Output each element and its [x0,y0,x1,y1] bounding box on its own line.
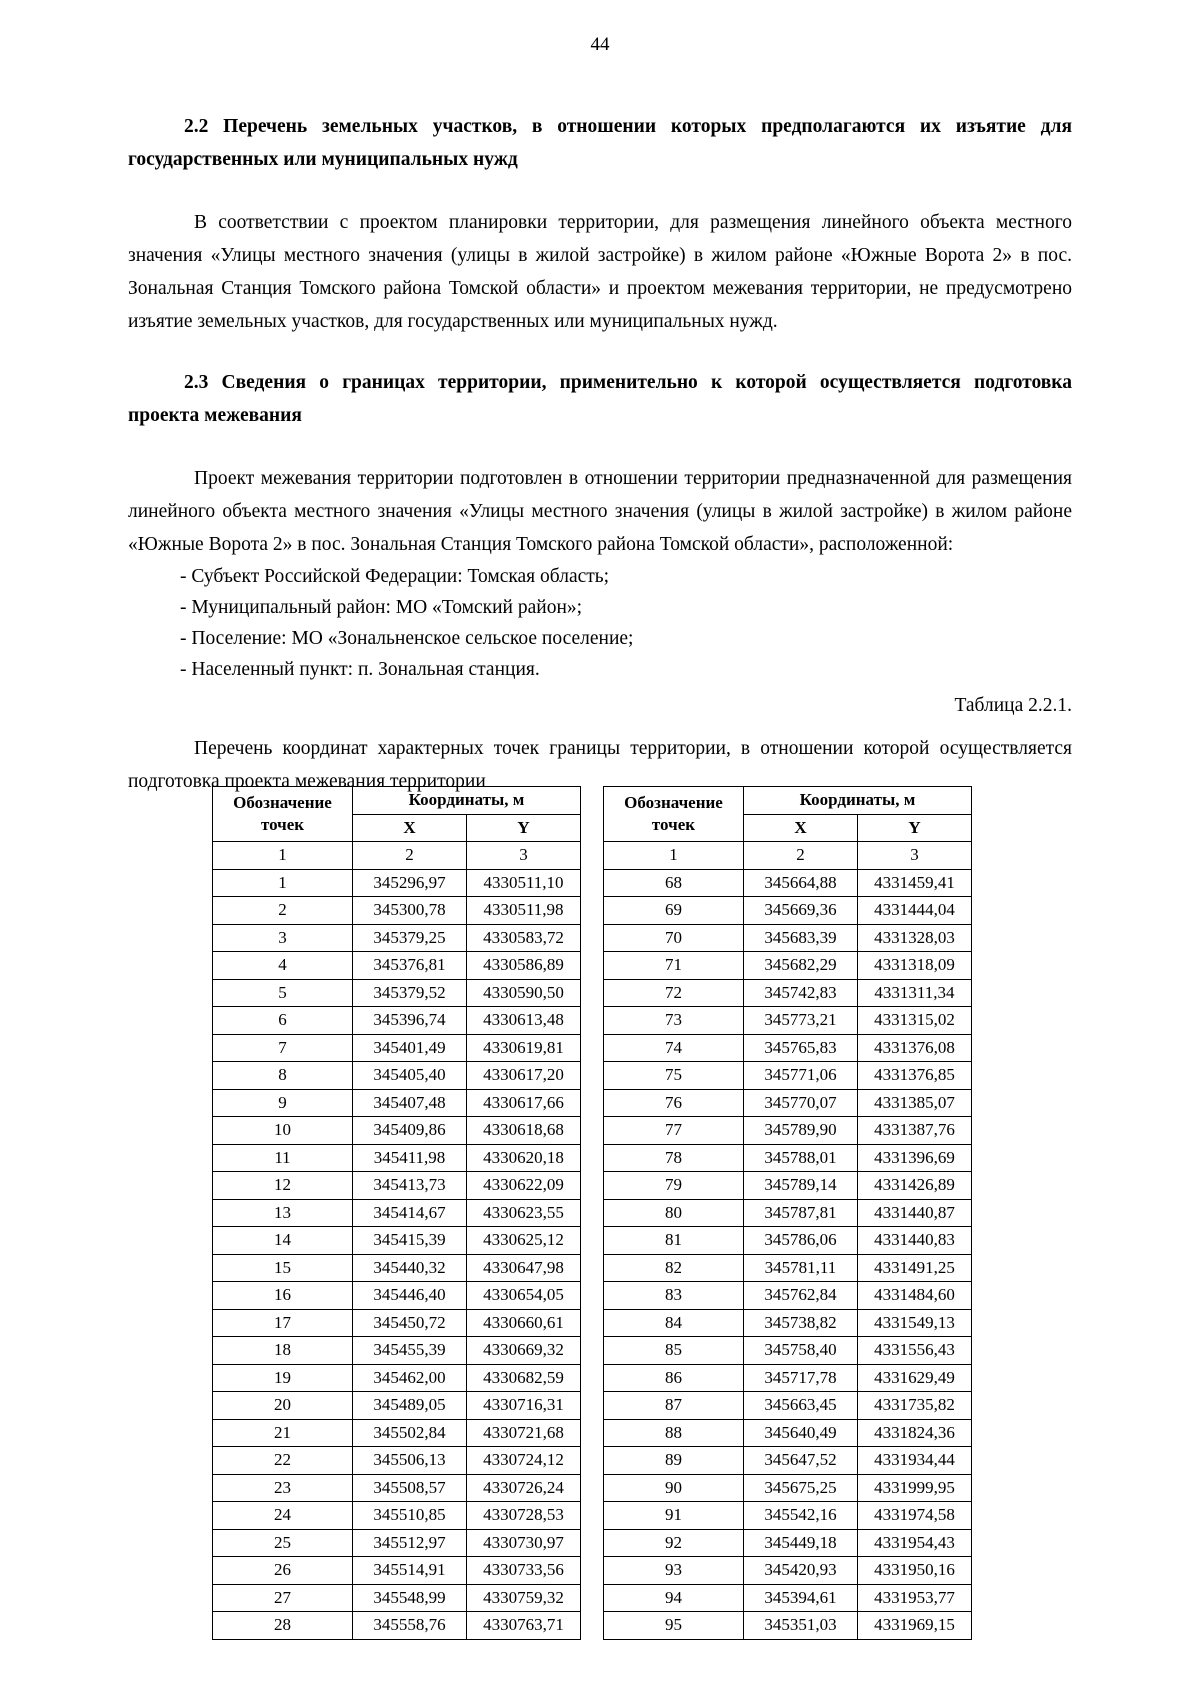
table-row [603,1447,971,1475]
cell-y: 4331396,69 [857,1144,971,1172]
cell-y: 4330721,68 [467,1419,581,1447]
cell-y: 4331315,02 [857,1007,971,1035]
cell-x: 345506,13 [353,1447,467,1475]
cell-x: 345413,73 [353,1172,467,1200]
table-row [213,1034,581,1062]
table-row [603,1392,971,1420]
cell-y: 4330763,71 [467,1612,581,1640]
cell-point: 83 [603,1282,743,1310]
table-row [603,1502,971,1530]
cell-point: 17 [213,1309,353,1337]
cell-y: 4330728,53 [467,1502,581,1530]
cell-point: 9 [213,1089,353,1117]
table-body-right [603,869,971,1639]
cell-point: 16 [213,1282,353,1310]
cell-y: 4331549,13 [857,1309,971,1337]
cell-x: 345405,40 [353,1062,467,1090]
table-row [603,1529,971,1557]
cell-x: 345508,57 [353,1474,467,1502]
cell-point: 82 [603,1254,743,1282]
cell-y: 4330511,98 [467,897,581,925]
table-row [603,1309,971,1337]
cell-y: 4331934,44 [857,1447,971,1475]
table-row [213,1392,581,1420]
header-point-label-line1: Обозначение [624,793,723,812]
cell-x: 345376,81 [353,952,467,980]
cell-x: 345446,40 [353,1282,467,1310]
table-row [603,1474,971,1502]
cell-y: 4330625,12 [467,1227,581,1255]
cell-x: 345663,45 [743,1392,857,1420]
page-number: 44 [590,34,610,55]
cell-x: 345742,83 [743,979,857,1007]
cell-point: 76 [603,1089,743,1117]
cell-point: 79 [603,1172,743,1200]
cell-point: 71 [603,952,743,980]
cell-x: 345351,03 [743,1612,857,1640]
cell-point: 89 [603,1447,743,1475]
cell-point: 5 [213,979,353,1007]
cell-y: 4330733,56 [467,1557,581,1585]
cell-point: 92 [603,1529,743,1557]
column-number-2: 2 [743,842,857,870]
cell-x: 345420,93 [743,1557,857,1585]
cell-x: 345682,29 [743,952,857,980]
coordinate-table-right [603,786,972,1640]
cell-point: 20 [213,1392,353,1420]
cell-y: 4331735,82 [857,1392,971,1420]
spacer [128,338,1072,366]
header-x: X [353,814,467,842]
table-row [213,1529,581,1557]
cell-x: 345664,88 [743,869,857,897]
table-row [213,1364,581,1392]
table-body-left [213,869,581,1639]
cell-y: 4330726,24 [467,1474,581,1502]
cell-y: 4331484,60 [857,1282,971,1310]
cell-y: 4330617,20 [467,1062,581,1090]
table-row [213,1474,581,1502]
cell-y: 4330716,31 [467,1392,581,1420]
header-point-label [213,787,353,842]
spacer [128,182,1072,206]
header-y: Y [857,814,971,842]
cell-x: 345379,25 [353,924,467,952]
cell-y: 4330583,72 [467,924,581,952]
table-row [603,952,971,980]
cell-point: 12 [213,1172,353,1200]
cell-x: 345675,25 [743,1474,857,1502]
cell-y: 4331440,83 [857,1227,971,1255]
cell-point: 11 [213,1144,353,1172]
header-y: Y [467,814,581,842]
cell-point: 8 [213,1062,353,1090]
cell-x: 345450,72 [353,1309,467,1337]
cell-point: 75 [603,1062,743,1090]
cell-x: 345300,78 [353,897,467,925]
cell-point: 15 [213,1254,353,1282]
spacer [128,438,1072,462]
cell-x: 345786,06 [743,1227,857,1255]
table-title: Перечень координат характерных точек границы территории, в отношении которой осуществляется подготовка проекта межевания территории [128,738,1072,792]
table-header-row [213,787,581,815]
column-number-2: 2 [353,842,467,870]
table-row [213,1309,581,1337]
cell-y: 4330613,48 [467,1007,581,1035]
table-row [213,897,581,925]
cell-y: 4330586,89 [467,952,581,980]
cell-point: 80 [603,1199,743,1227]
cell-point: 23 [213,1474,353,1502]
cell-y: 4331824,36 [857,1419,971,1447]
cell-x: 345396,74 [353,1007,467,1035]
coordinate-tables [212,786,972,1640]
cell-y: 4331376,85 [857,1062,971,1090]
list-item: - Населенный пункт: п. Зональная станция. [180,659,540,680]
table-row [213,1282,581,1310]
column-number-3: 3 [467,842,581,870]
cell-point: 25 [213,1529,353,1557]
cell-y: 4330511,10 [467,869,581,897]
cell-point: 70 [603,924,743,952]
cell-x: 345770,07 [743,1089,857,1117]
cell-x: 345462,00 [353,1364,467,1392]
cell-x: 345738,82 [743,1309,857,1337]
cell-y: 4330620,18 [467,1144,581,1172]
table-row [603,1557,971,1585]
table-row [213,952,581,980]
table-row [213,1584,581,1612]
cell-y: 4331387,76 [857,1117,971,1145]
cell-y: 4331953,77 [857,1584,971,1612]
cell-point: 78 [603,1144,743,1172]
cell-x: 345440,32 [353,1254,467,1282]
spacer [128,722,1072,732]
table-row [603,1062,971,1090]
cell-x: 345773,21 [743,1007,857,1035]
paragraph-2-3: Проект межевания территории подготовлен в отношении территории предназначенной для размещения линейного объекта местного значения «Улицы местного значения (улицы в жилой застройке) в жилом районе «Южные Ворота 2» в пос. Зональная Станция Томского района Томской области», расположенной: [128,468,1072,555]
cell-point: 2 [213,897,353,925]
cell-point: 28 [213,1612,353,1640]
table-header-row [603,787,971,815]
list-item: - Муниципальный район: МО «Томский район»; [180,597,583,618]
cell-y: 4330623,55 [467,1199,581,1227]
cell-y: 4330682,59 [467,1364,581,1392]
cell-x: 345762,84 [743,1282,857,1310]
table-row [213,1502,581,1530]
cell-y: 4331954,43 [857,1529,971,1557]
cell-y: 4330622,09 [467,1172,581,1200]
table-row [603,1612,971,1640]
cell-point: 21 [213,1419,353,1447]
header-coordinates: Координаты, м [743,787,971,815]
header-point-label-line2: точек [260,815,305,834]
table-column-number-row [603,842,971,870]
cell-x: 345411,98 [353,1144,467,1172]
cell-y: 4331426,89 [857,1172,971,1200]
cell-y: 4330654,05 [467,1282,581,1310]
cell-x: 345514,91 [353,1557,467,1585]
cell-point: 86 [603,1364,743,1392]
cell-y: 4331459,41 [857,869,971,897]
cell-point: 19 [213,1364,353,1392]
cell-point: 6 [213,1007,353,1035]
cell-x: 345647,52 [743,1447,857,1475]
cell-y: 4331318,09 [857,952,971,980]
cell-y: 4331969,15 [857,1612,971,1640]
cell-x: 345512,97 [353,1529,467,1557]
cell-x: 345409,86 [353,1117,467,1145]
list-item: - Поселение: МО «Зональненское сельское поселение; [180,628,634,649]
cell-point: 26 [213,1557,353,1585]
cell-y: 4331950,16 [857,1557,971,1585]
cell-x: 345758,40 [743,1337,857,1365]
table-row [603,897,971,925]
table-row [213,1557,581,1585]
header-x: X [743,814,857,842]
cell-point: 91 [603,1502,743,1530]
table-row [213,1612,581,1640]
cell-y: 4330759,32 [467,1584,581,1612]
cell-point: 73 [603,1007,743,1035]
cell-y: 4331311,34 [857,979,971,1007]
cell-point: 87 [603,1392,743,1420]
table-row [603,1254,971,1282]
cell-point: 69 [603,897,743,925]
cell-x: 345379,52 [353,979,467,1007]
cell-y: 4330647,98 [467,1254,581,1282]
cell-x: 345789,14 [743,1172,857,1200]
cell-y: 4331328,03 [857,924,971,952]
cell-y: 4331440,87 [857,1199,971,1227]
cell-point: 85 [603,1337,743,1365]
cell-y: 4330590,50 [467,979,581,1007]
cell-point: 14 [213,1227,353,1255]
cell-y: 4330669,32 [467,1337,581,1365]
cell-y: 4331376,08 [857,1034,971,1062]
cell-point: 4 [213,952,353,980]
header-coordinates: Координаты, м [353,787,581,815]
cell-y: 4330730,97 [467,1529,581,1557]
cell-x: 345717,78 [743,1364,857,1392]
table-row [603,1364,971,1392]
cell-point: 93 [603,1557,743,1585]
column-number-1: 1 [213,842,353,870]
cell-y: 4330619,81 [467,1034,581,1062]
table-row [213,1172,581,1200]
cell-y: 4331556,43 [857,1337,971,1365]
table-row [603,1584,971,1612]
cell-x: 345414,67 [353,1199,467,1227]
heading-2-2: 2.2 Перечень земельных участков, в отношении которых предполагаются их изъятие для государственных или муниципальных нужд [128,116,1072,170]
coordinate-table-left [212,786,581,1640]
table-row [213,1447,581,1475]
cell-x: 345489,05 [353,1392,467,1420]
header-point-label-line2: точек [651,815,696,834]
cell-point: 7 [213,1034,353,1062]
table-row [603,1172,971,1200]
table-row [603,869,971,897]
table-row [213,1227,581,1255]
table-row [603,1007,971,1035]
cell-point: 88 [603,1419,743,1447]
table-row [603,979,971,1007]
table-row [603,1089,971,1117]
cell-point: 81 [603,1227,743,1255]
table-row [213,869,581,897]
cell-x: 345296,97 [353,869,467,897]
cell-x: 345781,11 [743,1254,857,1282]
cell-x: 345771,06 [743,1062,857,1090]
cell-x: 345787,81 [743,1199,857,1227]
cell-y: 4331629,49 [857,1364,971,1392]
table-row [213,1117,581,1145]
cell-x: 345789,90 [743,1117,857,1145]
table-row [603,1034,971,1062]
header-point-label [603,787,743,842]
table-row [213,924,581,952]
table-row [213,1337,581,1365]
table-column-number-row [213,842,581,870]
cell-point: 90 [603,1474,743,1502]
cell-x: 345788,01 [743,1144,857,1172]
cell-point: 94 [603,1584,743,1612]
table-row [603,1282,971,1310]
table-row [603,1227,971,1255]
cell-x: 345542,16 [743,1502,857,1530]
column-number-3: 3 [857,842,971,870]
cell-point: 74 [603,1034,743,1062]
table-number-caption: Таблица 2.2.1. [954,695,1072,716]
cell-point: 13 [213,1199,353,1227]
cell-y: 4330724,12 [467,1447,581,1475]
cell-y: 4331974,58 [857,1502,971,1530]
table-row [603,1199,971,1227]
table-row [213,1144,581,1172]
cell-y: 4330660,61 [467,1309,581,1337]
cell-x: 345415,39 [353,1227,467,1255]
table-row [213,979,581,1007]
list-item: - Субъект Российской Федерации: Томская область; [180,566,610,587]
cell-point: 68 [603,869,743,897]
cell-x: 345449,18 [743,1529,857,1557]
cell-point: 18 [213,1337,353,1365]
cell-y: 4330617,66 [467,1089,581,1117]
table-row [603,1117,971,1145]
table-row [603,1419,971,1447]
header-point-label-line1: Обозначение [233,793,332,812]
table-row [213,1254,581,1282]
cell-x: 345558,76 [353,1612,467,1640]
paragraph-2-2: В соответствии с проектом планировки территории, для размещения линейного объекта местного значения «Улицы местного значения (улицы в жилой застройке) в жилом районе «Южные Ворота 2» в пос. Зональная Станция Томского района Томской области» и проектом межевания территории, не предусмотрено изъятие земельных участков, для государственных или муниципальных нужд. [128,212,1072,332]
table-row [603,1337,971,1365]
cell-x: 345407,48 [353,1089,467,1117]
cell-point: 27 [213,1584,353,1612]
table-row [213,1062,581,1090]
cell-point: 22 [213,1447,353,1475]
cell-point: 95 [603,1612,743,1640]
document-body [128,110,1072,798]
cell-x: 345394,61 [743,1584,857,1612]
cell-y: 4331999,95 [857,1474,971,1502]
cell-point: 10 [213,1117,353,1145]
cell-point: 1 [213,869,353,897]
cell-point: 72 [603,979,743,1007]
heading-2-3: 2.3 Сведения о границах территории, применительно к которой осуществляется подготовка проекта межевания [128,372,1072,426]
cell-x: 345669,36 [743,897,857,925]
table-row [603,1144,971,1172]
cell-y: 4330618,68 [467,1117,581,1145]
cell-x: 345510,85 [353,1502,467,1530]
cell-y: 4331444,04 [857,897,971,925]
cell-point: 24 [213,1502,353,1530]
cell-x: 345502,84 [353,1419,467,1447]
cell-x: 345401,49 [353,1034,467,1062]
cell-x: 345548,99 [353,1584,467,1612]
cell-y: 4331385,07 [857,1089,971,1117]
cell-point: 3 [213,924,353,952]
cell-x: 345455,39 [353,1337,467,1365]
table-row [213,1419,581,1447]
cell-y: 4331491,25 [857,1254,971,1282]
table-row [603,924,971,952]
table-row [213,1199,581,1227]
cell-point: 77 [603,1117,743,1145]
table-row [213,1089,581,1117]
cell-x: 345640,49 [743,1419,857,1447]
cell-x: 345765,83 [743,1034,857,1062]
table-row [213,1007,581,1035]
column-number-1: 1 [603,842,743,870]
cell-point: 84 [603,1309,743,1337]
cell-x: 345683,39 [743,924,857,952]
